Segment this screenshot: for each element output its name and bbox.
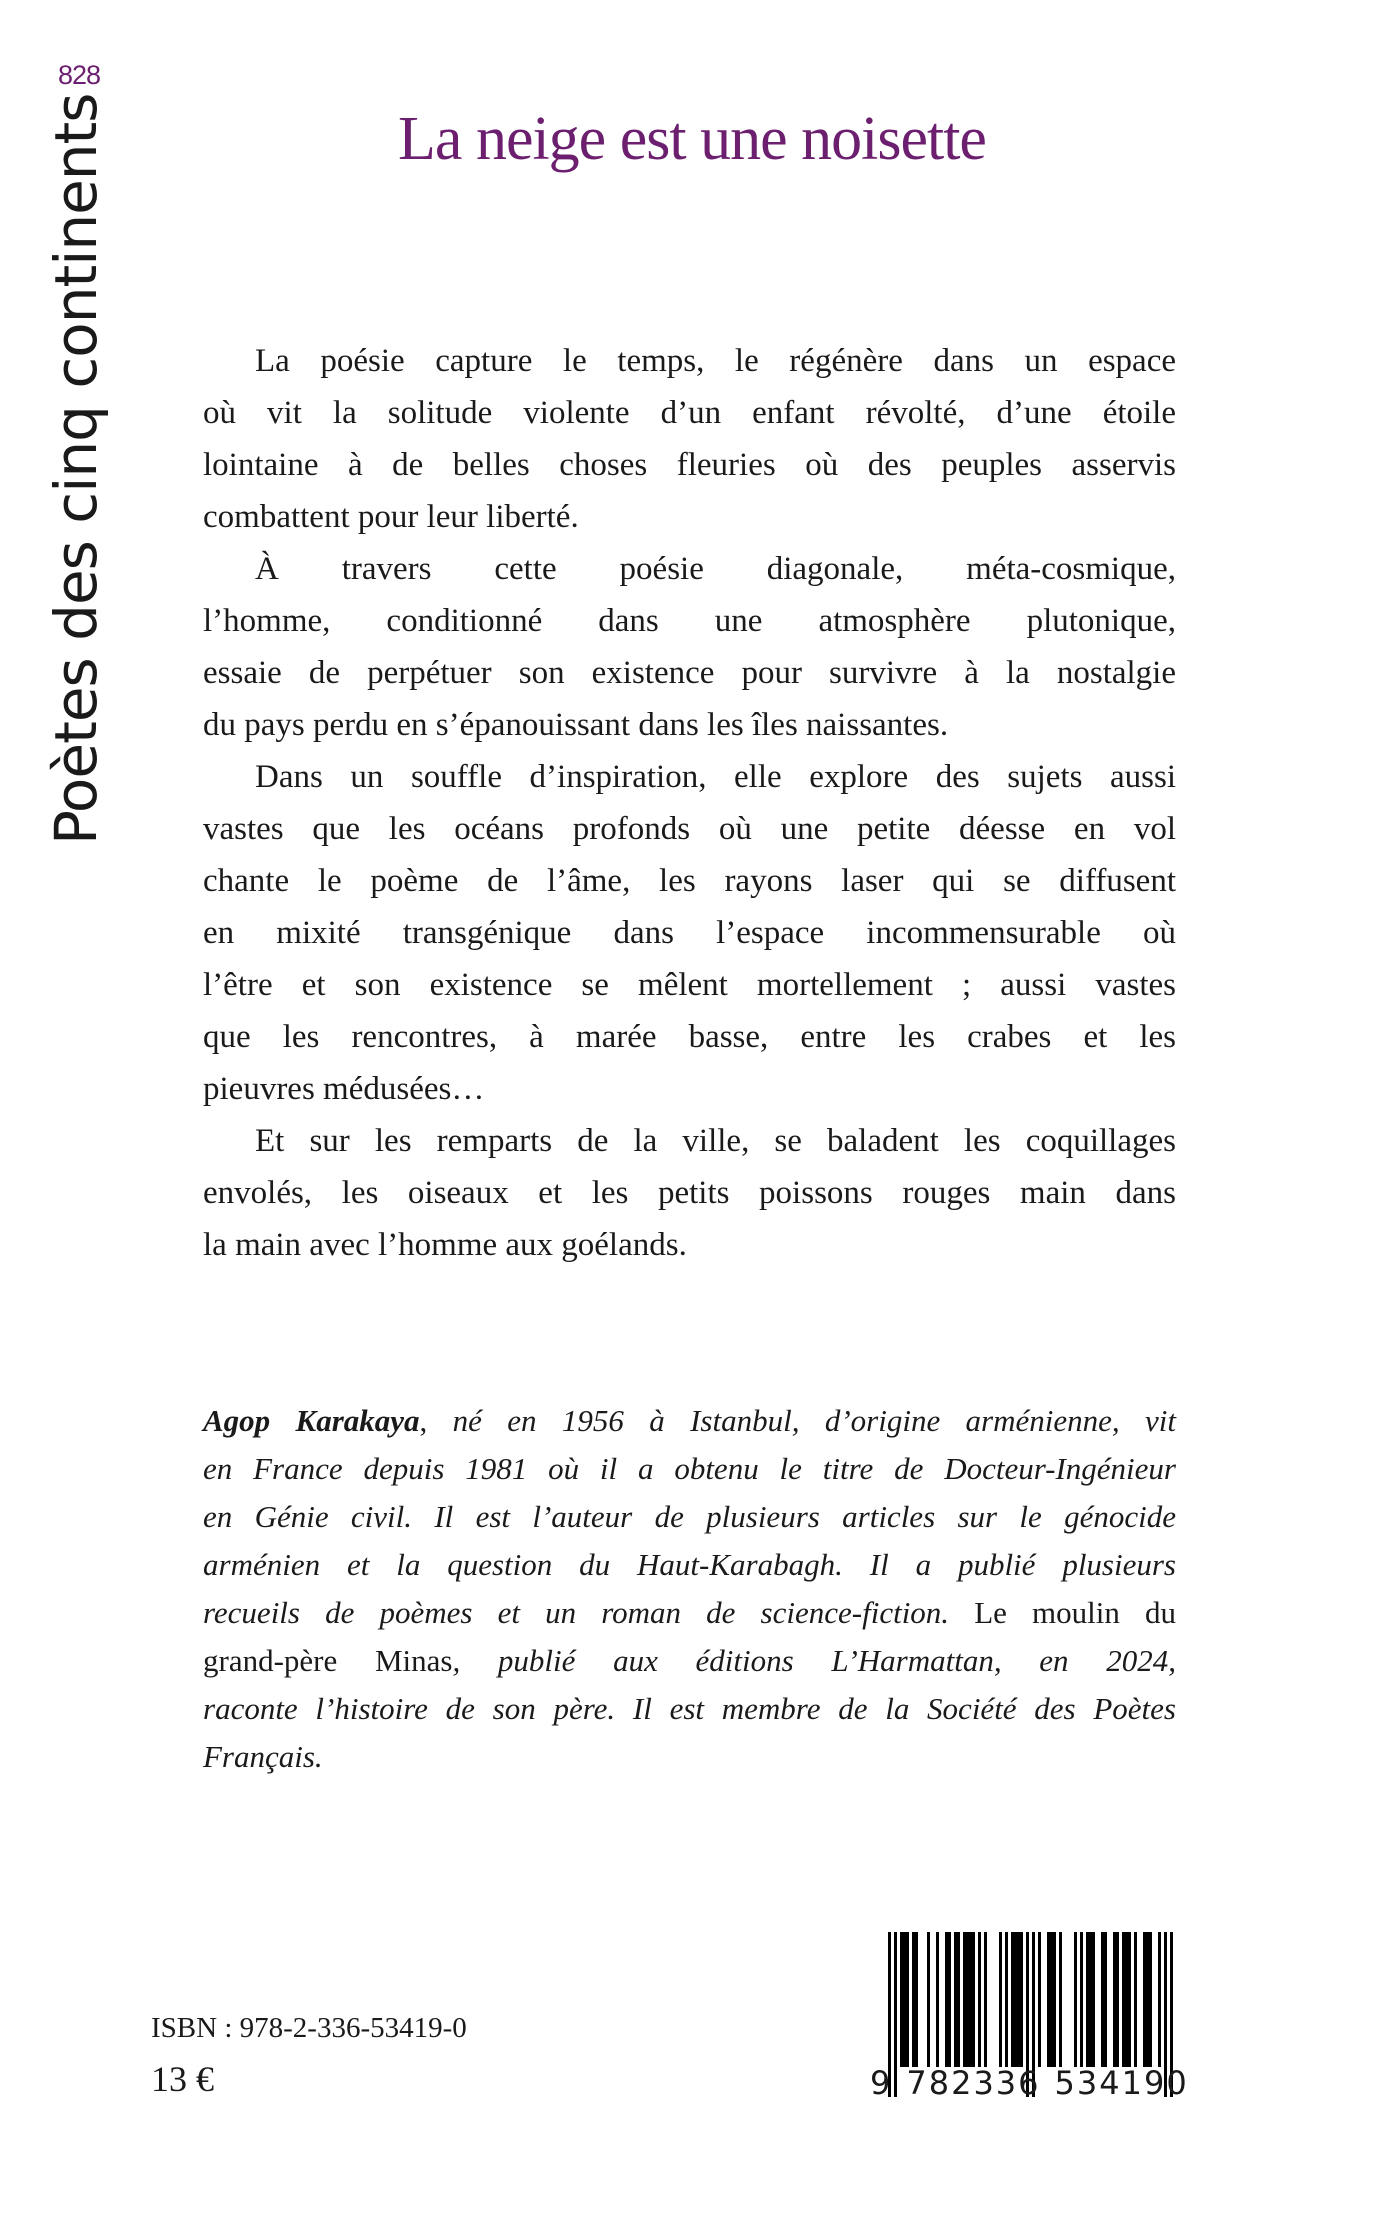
text-line: l’être et son existence se mêlent mortellement ; aussi vastes [203,967,1176,1003]
text-line: Dans un souffle d’inspiration, elle explore des sujets aussi [255,759,1176,795]
barcode-digit-group: 9 [870,2064,891,2102]
barcode-bar [906,1932,909,2067]
text-line: Et sur les remparts de la ville, se baladent les coquillages [255,1123,1176,1159]
text-line: pieuvres médusées… [203,1071,485,1107]
barcode-bar [903,1932,906,2067]
text-line: lointaine à de belles choses fleuries où des peuples asservis [203,447,1176,483]
barcode-bar [1122,1932,1125,2067]
barcode-bar [1146,1932,1149,2067]
bio-line [203,1541,1176,1589]
barcode-bar [972,1932,975,2067]
text-line: vastes que les océans profonds où une petite déesse en vol [203,811,1176,847]
barcode-bar [1116,1932,1119,2067]
barcode-bar [1092,1932,1095,2067]
text-line: chante le poème de l’âme, les rayons laser qui se diffusent [203,863,1176,899]
bio-segment: , publié aux éditions L’Harmattan, en 2024, [452,1643,1176,1678]
text-line: combattent pour leur liberté. [203,499,579,535]
series-number: 828 [58,60,101,90]
bio-segment: en Génie civil. Il est l’auteur de plusieurs articles sur le génocide [203,1499,1176,1534]
text-line: l’homme, conditionné dans une atmosphère plutonique, [203,603,1176,639]
price: 13 € [151,2059,214,2099]
barcode-bar [1011,1932,1014,2067]
text-line: essaie de perpétuer son existence pour survivre à la nostalgie [203,655,1176,691]
series-name: Poètes des cinq continents [42,93,110,845]
barcode-bar [954,1932,957,2067]
barcode-bar [1134,1932,1137,2067]
bio-line [203,1685,1176,1733]
barcode-bar [1047,1932,1050,2067]
barcode-bar [1101,1932,1104,2067]
barcode-bar [984,1932,987,2067]
barcode-bar [1050,1932,1053,2067]
barcode-digits [870,2064,1189,2102]
barcode-digit-group: 782336 [906,2064,1041,2102]
barcode-bar [1125,1932,1128,2067]
barcode-bar [927,1932,930,2067]
text-line: La poésie capture le temps, le régénère dans un espace [255,343,1176,379]
isbn: ISBN : 978-2-336-53419-0 [151,2012,467,2044]
barcode-bar [1014,1932,1017,2067]
barcode-bar [1059,1932,1062,2067]
barcode-bar [915,1932,918,2067]
book-title: La neige est une noisette [398,105,986,173]
bio-segment: recueils de poèmes et un roman de science-fiction. [203,1595,950,1630]
barcode-bar [900,1932,903,2067]
barcode-bar [963,1932,966,2067]
barcode-bar [1086,1932,1089,2067]
barcode-bar [1149,1932,1152,2067]
text-line: envolés, les oiseaux et les petits poissons rouges main dans [203,1175,1176,1211]
barcode-bar [969,1932,972,2067]
bio-segment: arménien et la question du Haut-Karabagh. Il a publié plusieurs [203,1547,1176,1582]
text-line: en mixité transgénique dans l’espace incommensurable où [203,915,1176,951]
barcode-bar [957,1932,960,2067]
bio-line [203,1637,1176,1685]
bio-line [203,1589,1176,1637]
text-line: la main avec l’homme aux goélands. [203,1227,687,1263]
text-line: où vit la solitude violente d’un enfant révolté, d’une étoile [203,395,1176,431]
bio-segment: en France depuis 1981 où il a obtenu le titre de Docteur-Ingénieur [203,1451,1176,1486]
blurb-text [203,335,1176,1271]
barcode-bar [912,1932,915,2067]
barcode-bar [1005,1932,1008,2067]
text-line: que les rencontres, à marée basse, entre les crabes et les [203,1019,1176,1055]
barcode-bar [1128,1932,1131,2067]
barcode-bar [936,1932,939,2067]
barcode-bar [945,1932,948,2067]
barcode-bar [999,1932,1002,2067]
bio-segment: né en 1956 à Istanbul, d’origine arménienne, vit [452,1403,1176,1438]
text-line: du pays perdu en s’épanouissant dans les îles naissantes. [203,707,949,743]
bio-segment: grand-père Minas [203,1643,453,1678]
barcode-bar [1158,1932,1161,2067]
author-name: Agop Karakaya [203,1403,420,1438]
bio-line [203,1397,1176,1445]
text-line: À travers cette poésie diagonale, méta-cosmique, [255,551,1176,587]
bio-segment: Français. [203,1739,323,1774]
barcode-bar [978,1932,981,2067]
barcode-bar [1113,1932,1116,2067]
barcode-bar [1089,1932,1092,2067]
bio-segment: , [419,1403,453,1438]
barcode-bar [1020,1932,1023,2067]
barcode-digit-group: 534190 [1054,2064,1189,2102]
bio-line [203,1733,1176,1781]
bio-line [203,1445,1176,1493]
barcode-bar [1143,1932,1146,2067]
barcode-bar [1080,1932,1083,2067]
barcode-bar [948,1932,951,2067]
barcode-bar [966,1932,969,2067]
barcode-bar [1053,1932,1056,2067]
bio-line [203,1493,1176,1541]
bio-segment: Le moulin du [949,1595,1176,1630]
barcode-bar [1038,1932,1041,2067]
barcode-bar [1074,1932,1077,2067]
author-bio [203,1397,1176,1781]
bio-segment: raconte l’histoire de son père. Il est membre de la Société des Poètes [203,1691,1176,1726]
barcode-bar [1104,1932,1107,2067]
barcode-bar [1017,1932,1020,2067]
